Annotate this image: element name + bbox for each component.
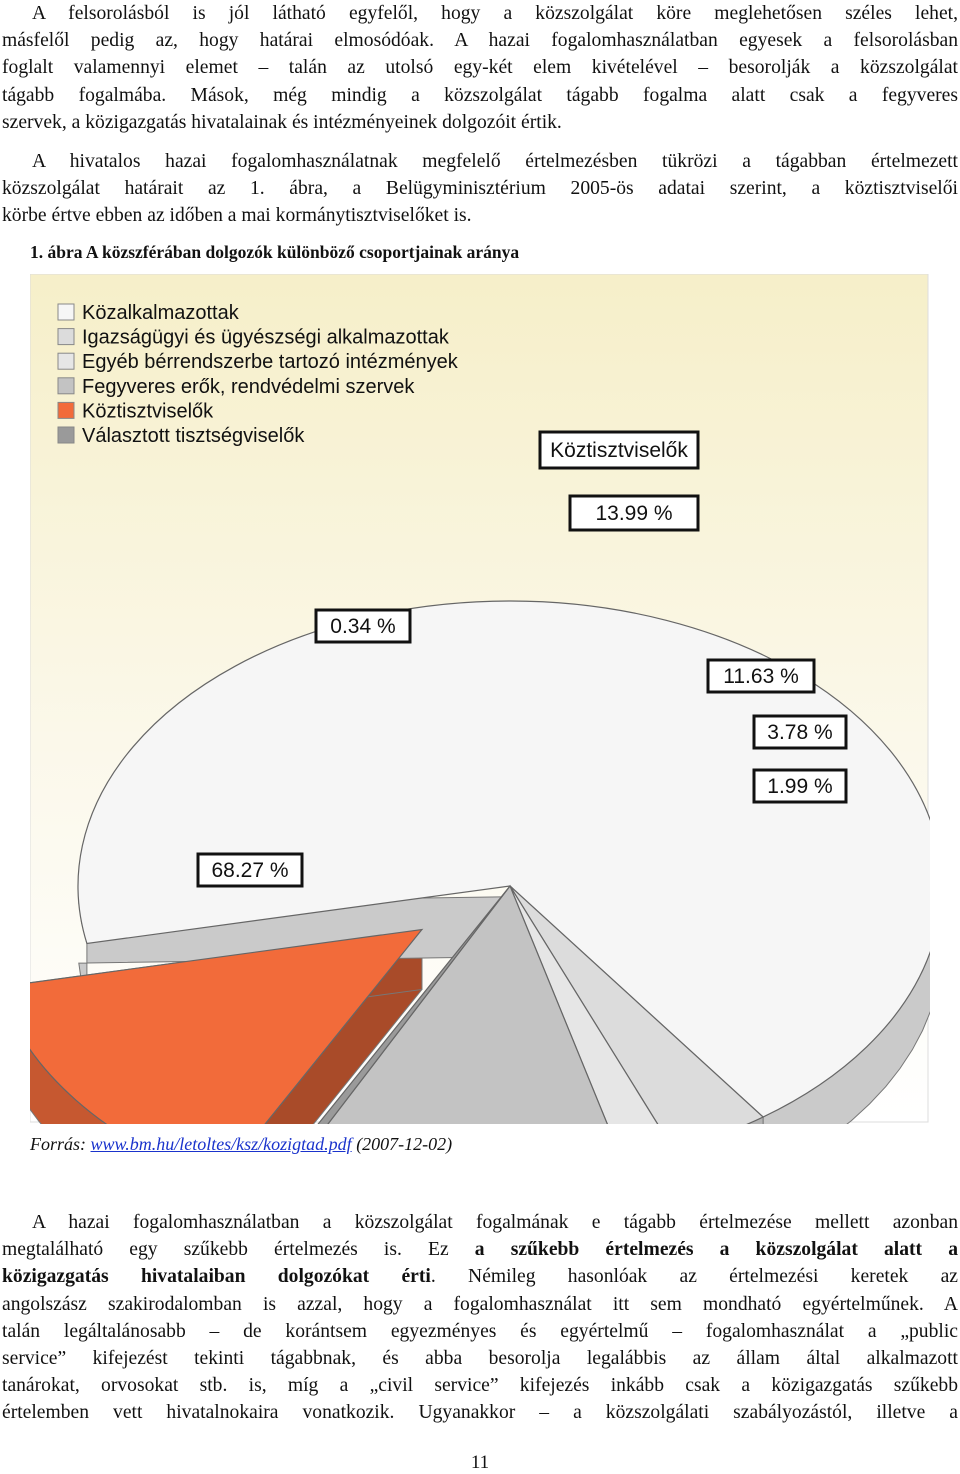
text-line [2, 1236, 958, 1263]
legend-label: Igazságügyi és ügyészségi alkalmazottak [82, 326, 449, 349]
data-label: 0.34 % [330, 615, 396, 638]
legend-swatch [58, 304, 74, 320]
bold-fragment: a szűkebb értelmezés a közszolgálat alatt a [474, 1239, 958, 1261]
legend-swatch [58, 353, 74, 369]
intro-paragraph [2, 0, 958, 136]
text-fragment: . Némileg hasonlóak az értelmezési keretek az [430, 1266, 958, 1288]
data-label: 11.63 % [723, 665, 799, 688]
source-date: (2007-12-02) [351, 1134, 453, 1154]
callout-label: Köztisztviselők [550, 439, 688, 462]
text-fragment: Mások, még mindig a közszolgálat tágabb fogalma alatt csak a fegyveres [190, 84, 958, 106]
legend-label: Közalkalmazottak [82, 302, 239, 324]
text-line: A hivatalos hazai fogalomhasználatnak megfelelő értelmezésben tükrözi a tágabban értelmezett [32, 151, 958, 172]
text-line [2, 1263, 958, 1290]
data-label: 3.78 % [767, 721, 833, 744]
legend-swatch [58, 378, 74, 394]
body-paragraph [2, 1209, 958, 1427]
text-line: körbe értve ebben az időben a mai kormánytisztviselőket is. [2, 205, 472, 227]
text-line: angolszász szakirodalomban is azzal, hogy a fogalomhasználat itt sem mondható egyértelműnek. A [2, 1293, 958, 1315]
bold-fragment: közigazgatás hivatalaiban dolgozókat érti [2, 1266, 431, 1288]
source-link[interactable]: www.bm.hu/letoltes/ksz/kozigtad.pdf [90, 1134, 352, 1154]
text-line: talán legáltalánosabb – de korántsem egyezményes és egyértelmű – fogalomhasználat a „public [2, 1320, 958, 1342]
legend-label: Egyéb bérrendszerbe tartozó intézmények [82, 351, 458, 374]
figure-intro-paragraph [2, 148, 958, 230]
source-prefix: Forrás: [30, 1134, 91, 1154]
pie-chart [30, 274, 930, 1124]
figure-caption: 1. ábra A közszférában dolgozók különböző csoportjainak aránya [30, 242, 520, 262]
text-line: szervek, a közigazgatás hivatalainak és intézményeinek dolgozóit értik. [2, 111, 562, 133]
text-line: értelemben vett hivatalnokaira vonatkozik. Ugyanakkor – a közszolgálati szabályozástól, illetve a [2, 1402, 958, 1424]
figure-source [30, 1134, 452, 1155]
legend-swatch [58, 329, 74, 345]
data-label: 13.99 % [595, 502, 673, 525]
text-line [2, 82, 958, 109]
text-fragment: tágabb fogalmába. [2, 84, 167, 106]
text-line: tanárokat, orvosokat stb. is, míg a „civil service” kifejezés inkább csak a közigazgatás szűkebb [2, 1375, 958, 1397]
text-line: A felsorolásból is jól látható egyfelől, hogy a közszolgálat köre meglehetősen széles lehet, [32, 3, 958, 24]
legend-swatch [58, 402, 74, 418]
text-line: közszolgálat határait az 1. ábra, a Belügyminisztérium 2005-ös adatai szerint, a köztisztviselői [2, 178, 958, 200]
legend-swatch [58, 427, 74, 443]
legend-label: Választott tisztségviselők [82, 425, 305, 447]
text-line: másfelől pedig az, hogy határai elmosódóak. A hazai fogalomhasználatban egyesek a felsorolásban [2, 30, 958, 52]
text-line: foglalt valamennyi elemet – talán az utolsó egy-két elem kivételével – besorolják a közszolgálat [2, 57, 958, 79]
data-label: 1.99 % [767, 775, 833, 798]
legend-label: Fegyveres erők, rendvédelmi szervek [82, 375, 415, 398]
text-line: A hazai fogalomhasználatban a közszolgálat fogalmának e tágabb értelmezése mellett azonban [32, 1212, 958, 1233]
legend-label: Köztisztviselők [82, 400, 214, 423]
text-line: service” kifejezést tekinti tágabbnak, és abba besorolja legalábbis az állam által alkalmazott [2, 1348, 958, 1370]
text-fragment: megtalálható egy szűkebb értelmezés is. Ez [2, 1239, 475, 1261]
data-label: 68.27 % [211, 859, 289, 882]
page-number: 11 [470, 1452, 490, 1473]
